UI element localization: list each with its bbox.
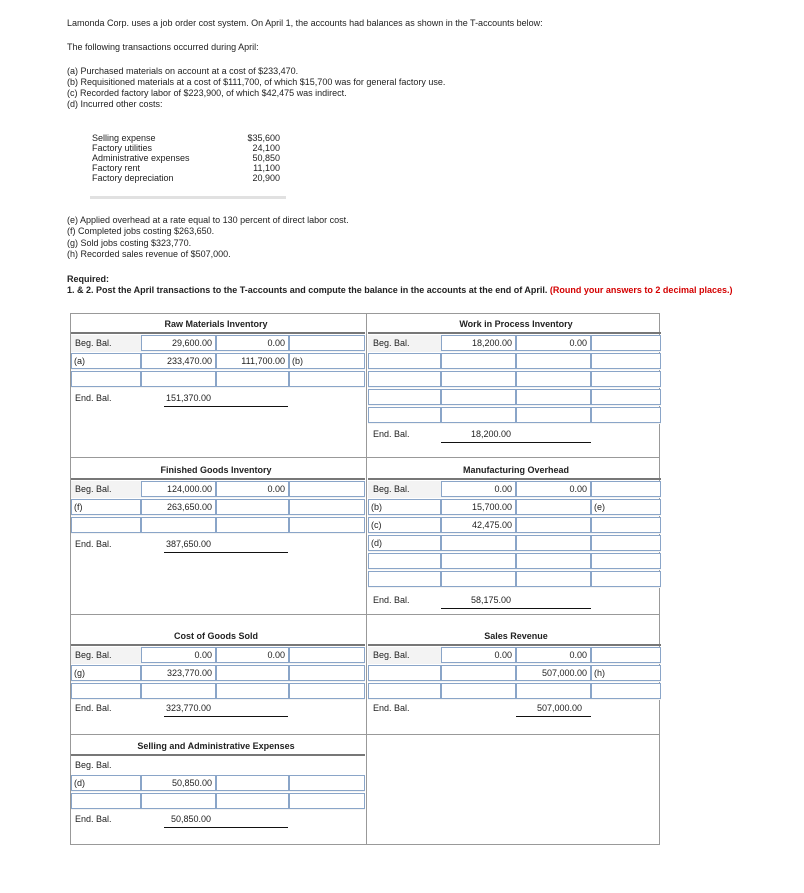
raw-beg-credit[interactable]: 0.00 xyxy=(216,335,289,351)
cogs-tag[interactable] xyxy=(71,683,141,699)
cogs-credit[interactable] xyxy=(216,683,289,699)
end-bal-label: End. Bal. xyxy=(75,539,112,549)
raw-materials-title: Raw Materials Inventory xyxy=(164,319,268,329)
cogs-beg-debit[interactable]: 0.00 xyxy=(141,647,216,663)
sga-tag[interactable] xyxy=(71,793,141,809)
moh-e-credit[interactable] xyxy=(516,499,591,515)
transaction-g: (g) Sold jobs costing $323,770. xyxy=(67,238,192,248)
end-bal-label: End. Bal. xyxy=(373,595,410,605)
cost-label: Factory utilities xyxy=(92,143,153,153)
overhead-title: Manufacturing Overhead xyxy=(462,465,570,475)
wip-beg-memo[interactable] xyxy=(591,335,661,351)
round-note: (Round your answers to 2 decimal places.) xyxy=(549,285,733,295)
sales-h-credit[interactable]: 507,000.00 xyxy=(516,665,591,681)
moh-c-debit[interactable]: 42,475.00 xyxy=(441,517,516,533)
moh-memo[interactable] xyxy=(591,517,661,533)
transaction-b: (b) Requisitioned materials at a cost of $111,700, of which $15,700 was for general factory use. xyxy=(67,77,446,87)
fg-tag-f[interactable]: (f) xyxy=(71,499,141,515)
sales-tag[interactable] xyxy=(368,665,441,681)
raw-tag-b[interactable]: (b) xyxy=(289,353,365,369)
wip-tag[interactable] xyxy=(368,371,441,387)
sga-title: Selling and Administrative Expenses xyxy=(137,741,295,751)
cost-amount: 11,100 xyxy=(253,163,280,173)
sales-tag-h[interactable]: (h) xyxy=(591,665,661,681)
sales-beg-debit[interactable]: 0.00 xyxy=(441,647,516,663)
cost-label: Factory rent xyxy=(92,163,141,173)
moh-beg-debit[interactable]: 0.00 xyxy=(441,481,516,497)
wip-beg-credit[interactable]: 0.00 xyxy=(516,335,591,351)
sales-beg-memo[interactable] xyxy=(591,647,661,663)
wip-memo[interactable] xyxy=(591,353,661,369)
cost-label: Factory depreciation xyxy=(92,173,174,183)
cogs-end-balance: 323,770.00 xyxy=(166,703,212,713)
raw-extra-debit[interactable] xyxy=(141,371,216,387)
cogs-credit[interactable] xyxy=(216,665,289,681)
cogs-beg-credit[interactable]: 0.00 xyxy=(216,647,289,663)
wip-debit[interactable] xyxy=(441,407,516,423)
beg-bal-label: Beg. Bal. xyxy=(373,338,410,348)
raw-beg-memo[interactable] xyxy=(289,335,365,351)
end-bal-label: End. Bal. xyxy=(75,703,112,713)
sga-credit[interactable] xyxy=(216,793,289,809)
sga-memo[interactable] xyxy=(289,775,365,791)
wip-credit[interactable] xyxy=(516,371,591,387)
sales-credit[interactable] xyxy=(516,683,591,699)
fg-memo[interactable] xyxy=(289,499,365,515)
beg-bal-label: Beg. Bal. xyxy=(373,484,410,494)
fg-end-balance: 387,650.00 xyxy=(166,539,212,549)
wip-memo[interactable] xyxy=(591,389,661,405)
cogs-tag-g[interactable]: (g) xyxy=(71,665,141,681)
fg-memo[interactable] xyxy=(289,517,365,533)
beg-bal-label: Beg. Bal. xyxy=(75,650,112,660)
moh-beg-memo[interactable] xyxy=(591,481,661,497)
wip-tag[interactable] xyxy=(368,389,441,405)
wip-credit[interactable] xyxy=(516,407,591,423)
moh-tag-c[interactable]: (c) xyxy=(368,517,441,533)
instruction-text xyxy=(67,285,732,296)
wip-tag[interactable] xyxy=(368,353,441,369)
fg-credit[interactable] xyxy=(216,499,289,515)
following-text: The following transactions occurred during April: xyxy=(67,42,259,52)
moh-b-debit[interactable]: 15,700.00 xyxy=(441,499,516,515)
sga-tag-d[interactable]: (d) xyxy=(71,775,141,791)
fg-debit[interactable] xyxy=(141,517,216,533)
cogs-memo[interactable] xyxy=(289,665,365,681)
wip-beg-debit[interactable]: 18,200.00 xyxy=(441,335,516,351)
wip-tag[interactable] xyxy=(368,407,441,423)
end-bal-label: End. Bal. xyxy=(75,814,112,824)
cost-label: Administrative expenses xyxy=(92,153,190,163)
transaction-c: (c) Recorded factory labor of $223,900, of which $42,475 was indirect. xyxy=(67,88,347,98)
moh-tag-e[interactable]: (e) xyxy=(591,499,661,515)
transaction-f: (f) Completed jobs costing $263,650. xyxy=(67,226,215,236)
required-label: Required: xyxy=(67,274,110,284)
raw-b-credit[interactable]: 111,700.00 xyxy=(216,353,289,369)
beg-bal-label: Beg. Bal. xyxy=(75,484,112,494)
sales-beg-credit[interactable]: 0.00 xyxy=(516,647,591,663)
moh-beg-credit[interactable]: 0.00 xyxy=(516,481,591,497)
sales-memo[interactable] xyxy=(591,683,661,699)
moh-tag-d[interactable]: (d) xyxy=(368,535,441,551)
intro-text: Lamonda Corp. uses a job order cost system. On April 1, the accounts had balances as shown in the T-accounts below: xyxy=(67,18,543,28)
wip-title: Work in Process Inventory xyxy=(459,319,573,329)
end-bal-label: End. Bal. xyxy=(75,393,112,403)
transaction-e: (e) Applied overhead at a rate equal to 130 percent of direct labor cost. xyxy=(67,215,349,225)
raw-extra-tag[interactable] xyxy=(71,371,141,387)
wip-credit[interactable] xyxy=(516,389,591,405)
sales-debit[interactable] xyxy=(441,683,516,699)
wip-debit[interactable] xyxy=(441,353,516,369)
t-accounts-grid xyxy=(70,313,660,845)
moh-memo[interactable] xyxy=(591,553,661,569)
beg-bal-label: Beg. Bal. xyxy=(373,650,410,660)
cost-amount: $35,600 xyxy=(247,133,280,143)
moh-tag[interactable] xyxy=(368,571,441,587)
sales-tag[interactable] xyxy=(368,683,441,699)
fg-f-debit[interactable]: 263,650.00 xyxy=(141,499,216,515)
sales-title: Sales Revenue xyxy=(484,631,548,641)
sales-end-balance: 507,000.00 xyxy=(537,703,583,713)
wip-end-balance: 18,200.00 xyxy=(471,429,512,439)
fg-beg-credit[interactable]: 0.00 xyxy=(216,481,289,497)
moh-credit[interactable] xyxy=(516,571,591,587)
wip-memo[interactable] xyxy=(591,407,661,423)
end-bal-label: End. Bal. xyxy=(373,703,410,713)
moh-end-balance: 58,175.00 xyxy=(471,595,512,605)
moh-debit[interactable] xyxy=(441,553,516,569)
wip-credit[interactable] xyxy=(516,353,591,369)
raw-end-balance: 151,370.00 xyxy=(166,393,212,403)
sga-d-debit[interactable]: 50,850.00 xyxy=(141,775,216,791)
cost-amount: 24,100 xyxy=(252,143,280,153)
cogs-memo[interactable] xyxy=(289,683,365,699)
beg-bal-label: Beg. Bal. xyxy=(75,338,112,348)
cogs-beg-memo[interactable] xyxy=(289,647,365,663)
raw-beg-debit[interactable]: 29,600.00 xyxy=(141,335,216,351)
cost-label: Selling expense xyxy=(92,133,156,143)
moh-debit[interactable] xyxy=(441,571,516,587)
end-bal-label: End. Bal. xyxy=(373,429,410,439)
cogs-debit[interactable] xyxy=(141,683,216,699)
raw-extra-credit[interactable] xyxy=(216,371,289,387)
sga-end-balance: 50,850.00 xyxy=(171,814,212,824)
fg-credit[interactable] xyxy=(216,517,289,533)
transaction-a: (a) Purchased materials on account at a cost of $233,470. xyxy=(67,66,299,76)
moh-credit[interactable] xyxy=(516,553,591,569)
moh-d-debit[interactable] xyxy=(441,535,516,551)
instruction-main: 1. & 2. Post the April transactions to the T-accounts and compute the balance in the accounts at the end of April. xyxy=(67,285,548,295)
fg-beg-debit[interactable]: 124,000.00 xyxy=(141,481,216,497)
cost-amount: 50,850 xyxy=(252,153,280,163)
wip-debit[interactable] xyxy=(441,371,516,387)
sga-debit[interactable] xyxy=(141,793,216,809)
moh-credit[interactable] xyxy=(516,517,591,533)
other-costs-table xyxy=(90,133,286,199)
wip-memo[interactable] xyxy=(591,371,661,387)
transaction-d: (d) Incurred other costs: xyxy=(67,99,163,109)
moh-credit[interactable] xyxy=(516,535,591,551)
moh-memo[interactable] xyxy=(591,535,661,551)
wip-debit[interactable] xyxy=(441,389,516,405)
cost-amount: 20,900 xyxy=(252,173,280,183)
sga-credit[interactable] xyxy=(216,775,289,791)
transaction-h: (h) Recorded sales revenue of $507,000. xyxy=(67,249,231,259)
cogs-g-debit[interactable]: 323,770.00 xyxy=(141,665,216,681)
fg-tag[interactable] xyxy=(71,517,141,533)
beg-bal-label: Beg. Bal. xyxy=(75,760,112,770)
cogs-title: Cost of Goods Sold xyxy=(174,631,258,641)
moh-tag-b[interactable]: (b) xyxy=(368,499,441,515)
sales-debit[interactable] xyxy=(441,665,516,681)
raw-a-debit[interactable]: 233,470.00 xyxy=(141,353,216,369)
raw-extra-memo[interactable] xyxy=(289,371,365,387)
moh-tag[interactable] xyxy=(368,553,441,569)
sga-memo[interactable] xyxy=(289,793,365,809)
finished-goods-title: Finished Goods Inventory xyxy=(160,465,272,475)
fg-beg-memo[interactable] xyxy=(289,481,365,497)
raw-tag-a[interactable]: (a) xyxy=(71,353,141,369)
moh-memo[interactable] xyxy=(591,571,661,587)
